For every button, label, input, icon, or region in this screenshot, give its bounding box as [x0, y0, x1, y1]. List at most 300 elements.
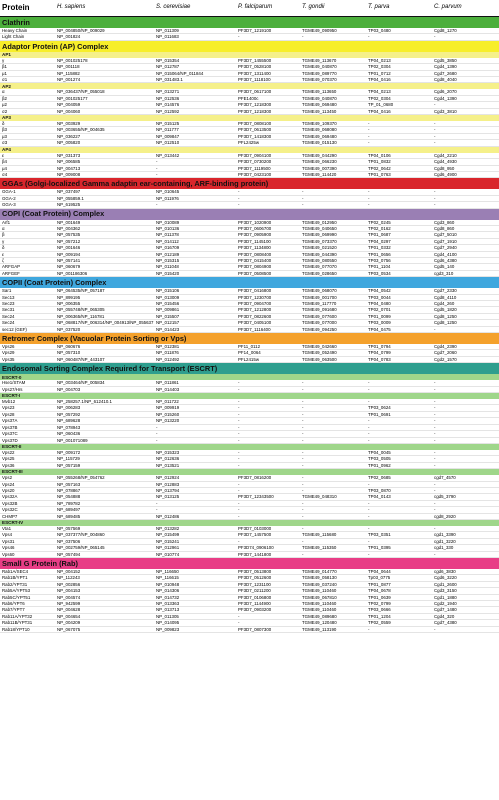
- cell-h-sapiens: NP_001118: [55, 64, 154, 70]
- cell-c-parvum: -: [432, 102, 499, 108]
- cell-t-parva: TP01_0962: [366, 462, 432, 468]
- cell-protein: Sec24: [0, 313, 55, 319]
- subsection-title: ESCRT-III: [0, 469, 499, 476]
- cell-c-parvum: Cgd8_4040: [432, 77, 499, 83]
- cell-c-parvum: Cgd7_4380: [432, 620, 499, 626]
- cell-protein: Vta1: [0, 526, 55, 532]
- cell-p-falciparum: PF3D7_0528100: [236, 64, 300, 70]
- cell-protein: σ1: [0, 77, 55, 83]
- cell-h-sapiens: NP_006585: [55, 159, 154, 165]
- cell-c-parvum: -: [432, 195, 499, 201]
- cell-t-parva: TP04_0213: [366, 89, 432, 95]
- cell-s-cerevisiae: NP_012189: [154, 251, 236, 257]
- cell-p-falciparum: -: [236, 437, 300, 443]
- cell-p-falciparum: -: [236, 620, 300, 626]
- cell-s-cerevisiae: NP_010645: [154, 189, 236, 195]
- cell-h-sapiens: NP_004654: [55, 613, 154, 619]
- cell-h-sapiens: NP_057535: [55, 232, 154, 238]
- cell-h-sapiens: NP_789782: [55, 500, 154, 506]
- cell-s-cerevisiae: NP_014112: [154, 238, 236, 244]
- cell-c-parvum: -: [432, 399, 499, 405]
- cell-s-cerevisiae: NP_011378: [154, 232, 236, 238]
- cell-t-gondii: -: [300, 513, 366, 519]
- cell-s-cerevisiae: NP_012492: [154, 356, 236, 362]
- cell-protein: Arf1: [0, 220, 55, 226]
- cell-h-sapiens: NP_057310: [55, 350, 154, 356]
- cell-t-parva: -: [366, 202, 432, 208]
- cell-p-falciparum: PF3D7_1230700: [236, 294, 300, 300]
- cell-c-parvum: Cgd2_1940: [432, 601, 499, 607]
- cell-t-gondii: TGME49_012950: [300, 220, 366, 226]
- cell-h-sapiens: NP_001649: [55, 220, 154, 226]
- cell-c-parvum: -: [432, 411, 499, 417]
- cell-c-parvum: -: [432, 326, 499, 332]
- cell-protein: γ: [0, 58, 55, 64]
- cell-c-parvum: Cgd3_3150: [432, 588, 499, 594]
- cell-h-sapiens: NP_001186306: [55, 270, 154, 276]
- cell-h-sapiens: NP_057569: [55, 526, 154, 532]
- cell-s-cerevisiae: NP_010089: [154, 220, 236, 226]
- cell-t-parva: TP02_0304: [366, 64, 432, 70]
- cell-c-parvum: -: [432, 551, 499, 557]
- cell-h-sapiens: NP_057163: [55, 481, 154, 487]
- cell-t-parva: TP01_0099: [366, 313, 432, 319]
- cell-t-gondii: -: [300, 380, 366, 386]
- cell-t-parva: TP02_0559: [366, 620, 432, 626]
- cell-t-gondii: TGME49_068070: [300, 288, 366, 294]
- cell-c-parvum: -: [432, 405, 499, 411]
- cell-h-sapiens: NP_037506: [55, 538, 154, 544]
- cell-s-cerevisiae: NP_012592: [154, 108, 236, 114]
- section-title: GGAs (Golgi-localized Gamma adaptin ear-containing, ARF-binding protein): [0, 178, 499, 190]
- cell-t-gondii: TGME49_094250: [300, 326, 366, 332]
- cell-h-sapiens: NP_004713: [55, 165, 154, 171]
- cell-t-parva: -: [366, 140, 432, 146]
- cell-t-parva: TP_01_0680: [366, 102, 432, 108]
- cell-s-cerevisiae: NP_014095: [154, 620, 236, 626]
- cell-h-sapiens: NP_057141: [55, 257, 154, 263]
- cell-t-gondii: -: [300, 475, 366, 481]
- header-c-parvum: C. parvum: [432, 0, 499, 17]
- cell-h-sapiens: NP_004153: [55, 588, 154, 594]
- cell-protein: ε: [0, 153, 55, 159]
- cell-s-cerevisiae: NP_013009: [154, 294, 236, 300]
- cell-c-parvum: -: [432, 140, 499, 146]
- cell-t-gondii: TGME49_048310: [300, 494, 366, 500]
- cell-t-gondii: -: [300, 526, 366, 532]
- cell-s-cerevisiae: -: [154, 202, 236, 208]
- cell-protein: Vps20: [0, 487, 55, 493]
- cell-s-cerevisiae: NP_116615: [154, 575, 236, 581]
- cell-p-falciparum: PF3D7_0905900: [236, 232, 300, 238]
- section-title: Clathrin: [0, 17, 499, 29]
- cell-h-sapiens: NP_036227: [55, 133, 154, 139]
- cell-s-cerevisiae: NP_012157: [154, 320, 236, 326]
- cell-c-parvum: -: [432, 34, 499, 40]
- cell-s-cerevisiae: NP_012636: [154, 456, 236, 462]
- cell-protein: α: [0, 225, 55, 231]
- cell-t-gondii: TGME49_015130: [300, 140, 366, 146]
- subsection-title: ESCRT-0: [0, 374, 499, 380]
- cell-s-cerevisiae: NP_031483.1: [154, 77, 236, 83]
- cell-s-cerevisiae: NP_009823: [154, 626, 236, 632]
- cell-h-sapiens: NP_004703: [55, 386, 154, 392]
- cell-s-cerevisiae: NP_014423: [154, 326, 236, 332]
- cell-protein: Vps37A: [0, 418, 55, 424]
- cell-protein: Vps2: [0, 475, 55, 481]
- cell-h-sapiens: NP_001025177: [55, 95, 154, 101]
- cell-p-falciparum: -: [236, 386, 300, 392]
- cell-protein: Rab18/YPT10: [0, 626, 55, 632]
- cell-p-falciparum: PF3D7_0816200: [236, 475, 300, 481]
- cell-protein: Vps29: [0, 350, 55, 356]
- cell-c-parvum: -: [432, 127, 499, 133]
- cell-s-cerevisiae: NP_116650: [154, 569, 236, 575]
- cell-p-falciparum: PF3D7_0211200: [236, 588, 300, 594]
- cell-t-gondii: TGME49_110460: [300, 607, 366, 613]
- cell-protein: Sec31: [0, 307, 55, 313]
- cell-s-cerevisiae: NP_012381: [154, 344, 236, 350]
- cell-t-gondii: TGME49_044290: [300, 153, 366, 159]
- cell-protein: Sec23: [0, 301, 55, 307]
- cell-t-parva: TP04_0542: [366, 288, 432, 294]
- cell-protein: Rab11A/YPT32: [0, 613, 55, 619]
- cell-protein: γ: [0, 238, 55, 244]
- cell-h-sapiens: NP_004628: [55, 607, 154, 613]
- cell-protein: Vps26: [0, 344, 55, 350]
- cell-s-cerevisiae: NP_012536: [154, 95, 236, 101]
- cell-t-gondii: -: [300, 481, 366, 487]
- cell-h-sapiens: NP_057159: [55, 462, 154, 468]
- cell-t-parva: TP04_0297: [366, 238, 432, 244]
- cell-p-falciparum: -: [236, 34, 300, 40]
- cell-t-parva: TP03_0756: [366, 257, 432, 263]
- cell-h-sapiens: NP_009194: [55, 251, 154, 257]
- cell-t-parva: TP04_0678: [366, 588, 432, 594]
- cell-t-parva: TP04_0480: [366, 301, 432, 307]
- cell-t-gondii: TGME49_115680: [300, 532, 366, 538]
- cell-c-parvum: Cgd7_1480: [432, 607, 499, 613]
- cell-s-cerevisiae: NP_013125: [154, 494, 236, 500]
- cell-s-cerevisiae: NP_015241: [154, 538, 236, 544]
- header-protein: Protein: [0, 0, 55, 17]
- cell-c-parvum: -: [432, 386, 499, 392]
- cell-c-parvum: Cgd6_3220: [432, 575, 499, 581]
- cell-protein: Mvb12: [0, 399, 55, 405]
- cell-p-falciparum: PFL2415w: [236, 356, 300, 362]
- cell-t-gondii: -: [300, 456, 366, 462]
- cell-t-parva: -: [366, 418, 432, 424]
- cell-p-falciparum: PF3D7_0808100: [236, 121, 300, 127]
- cell-protein: Heavy Chain: [0, 28, 55, 34]
- cell-s-cerevisiae: -: [154, 424, 236, 430]
- section-title: Adaptor Protein (AP) Complex: [0, 40, 499, 52]
- cell-h-sapiens: NP_004060: [55, 108, 154, 114]
- cell-t-parva: -: [366, 424, 432, 430]
- cell-p-falciparum: PF3D7_0808400: [236, 251, 300, 257]
- cell-p-falciparum: -: [236, 487, 300, 493]
- cell-t-parva: TP01_1204: [366, 613, 432, 619]
- cell-h-sapiens: NP_004209: [55, 620, 154, 626]
- cell-h-sapiens: NP_689485: [55, 513, 154, 519]
- subsection-title: AP1: [0, 52, 499, 58]
- cell-t-parva: TP01_0832: [366, 159, 432, 165]
- cell-t-gondii: TGME49_014770: [300, 569, 366, 575]
- cell-c-parvum: cgd6_3830: [432, 569, 499, 575]
- cell-t-gondii: TGME49_090950: [300, 28, 366, 34]
- cell-p-falciparum: PF3D7_1219100: [236, 28, 300, 34]
- cell-h-sapiens: NP_055268/NP_054762: [55, 475, 154, 481]
- cell-p-falciparum: PF3D7_1311400: [236, 70, 300, 76]
- cell-h-sapiens: NP_003929: [55, 121, 154, 127]
- cell-h-sapiens: NP_003464/NP_005834: [55, 380, 154, 386]
- cell-s-cerevisiae: NP_013271: [154, 89, 236, 95]
- cell-t-parva: TP04_0213: [366, 58, 432, 64]
- cell-t-parva: TP04_0143: [366, 494, 432, 500]
- cell-t-parva: TP01_0877: [366, 581, 432, 587]
- cell-s-cerevisiae: NP_014306: [154, 588, 236, 594]
- cell-t-parva: TP01_1104: [366, 264, 432, 270]
- cell-t-gondii: TGME49_073370: [300, 238, 366, 244]
- cell-protein: α: [0, 89, 55, 95]
- cell-p-falciparum: PF3D7_0903200: [236, 607, 300, 613]
- cell-c-parvum: Cgd4_320: [432, 613, 499, 619]
- cell-h-sapiens: NP_689497: [55, 507, 154, 513]
- cell-protein: Vps4: [0, 532, 55, 538]
- cell-t-gondii: -: [300, 538, 366, 544]
- cell-t-gondii: -: [300, 424, 366, 430]
- cell-c-parvum: Cgd7_2680: [432, 70, 499, 76]
- cell-s-cerevisiae: NP_015064/NP_011844: [154, 70, 236, 76]
- cell-t-gondii: -: [300, 418, 366, 424]
- cell-p-falciparum: PF3D7_1218300: [236, 108, 300, 114]
- cell-c-parvum: Cgd4_2210: [432, 153, 499, 159]
- cell-protein: σ3: [0, 140, 55, 146]
- cell-t-parva: TP01_0656: [366, 251, 432, 257]
- cell-t-parva: -: [366, 195, 432, 201]
- cell-h-sapiens: NP_002856: [55, 581, 154, 587]
- cell-p-falciparum: -: [236, 481, 300, 487]
- cell-c-parvum: cgd8_2920: [432, 513, 499, 519]
- subsection-title: AP3: [0, 115, 499, 122]
- cell-t-parva: TP02_0642: [366, 165, 432, 171]
- cell-p-falciparum: -: [236, 431, 300, 437]
- cell-h-sapiens: NP_001274: [55, 77, 154, 83]
- cell-p-falciparum: PF3D7_0804900: [236, 264, 300, 270]
- cell-c-parvum: Cgd7_5010: [432, 232, 499, 238]
- cell-c-parvum: cgd1_3390: [432, 532, 499, 538]
- cell-p-falciparum: PF3D7_1457500: [236, 532, 300, 538]
- cell-s-cerevisiae: -: [154, 437, 236, 443]
- cell-h-sapiens: NP_006283: [55, 405, 154, 411]
- cell-h-sapiens: NP_054888: [55, 494, 154, 500]
- cell-p-falciparum: -: [236, 195, 300, 201]
- cell-t-parva: TP01_0794: [366, 344, 432, 350]
- cell-p-falciparum: -: [236, 399, 300, 405]
- cell-c-parvum: -: [432, 456, 499, 462]
- cell-h-sapiens: NP_258257.1/NP_612410.1: [55, 399, 154, 405]
- cell-h-sapiens: NP_006355: [55, 301, 154, 307]
- cell-c-parvum: Cgd8_1250: [432, 313, 499, 319]
- cell-p-falciparum: PF3D7_0904700: [236, 301, 300, 307]
- cell-t-gondii: TGME49_115350: [300, 545, 366, 551]
- cell-t-parva: TP04_0045: [366, 450, 432, 456]
- cell-p-falciparum: PFL2425w: [236, 140, 300, 146]
- cell-p-falciparum: -: [236, 424, 300, 430]
- cell-t-gondii: TGME49_091680: [300, 307, 366, 313]
- cell-p-falciparum: PF3D7_0106800: [236, 594, 300, 600]
- header-t-parva: T. parva: [366, 0, 432, 17]
- cell-s-cerevisiae: NP_013713: [154, 607, 236, 613]
- cell-h-sapiens: NP_036437/NP_055018: [55, 89, 154, 95]
- cell-h-sapiens: NP_060679: [55, 264, 154, 270]
- cell-protein: μ2: [0, 102, 55, 108]
- cell-s-cerevisiae: NP_013220: [154, 418, 236, 424]
- cell-p-falciparum: PF3D7_1134800: [236, 245, 300, 251]
- cell-c-parvum: -: [432, 380, 499, 386]
- cell-protein: μ1: [0, 70, 55, 76]
- cell-h-sapiens: NP_057494: [55, 551, 154, 557]
- cell-s-cerevisiae: NP_013363: [154, 601, 236, 607]
- cell-p-falciparum: -: [236, 456, 300, 462]
- cell-c-parvum: Cgd4_4100: [432, 251, 499, 257]
- cell-t-gondii: TGME49_110460: [300, 588, 366, 594]
- cell-t-gondii: TGME49_040870: [300, 95, 366, 101]
- cell-c-parvum: cgd3_310: [432, 270, 499, 276]
- cell-t-gondii: TGME49_037240: [300, 581, 366, 587]
- cell-t-parva: TP01_0712: [366, 70, 432, 76]
- cell-p-falciparum: PF3D7_1441800: [236, 551, 300, 557]
- cell-p-falciparum: -: [236, 418, 300, 424]
- cell-h-sapiens: NP_112243: [55, 575, 154, 581]
- cell-t-gondii: TGME49_070370: [300, 77, 366, 83]
- section-header: [0, 178, 499, 190]
- cell-t-gondii: TGME49_040650: [300, 225, 366, 231]
- cell-p-falciparum: PF3D7_0512600: [236, 575, 300, 581]
- cell-t-parva: -: [366, 551, 432, 557]
- cell-s-cerevisiae: NP_012961: [154, 545, 236, 551]
- cell-h-sapiens: NP_060487/NP_443107: [55, 356, 154, 362]
- cell-s-cerevisiae: NP_012486: [154, 513, 236, 519]
- cell-p-falciparum: PF3D7_0606700: [236, 225, 300, 231]
- cell-h-sapiens: NP_115729: [55, 456, 154, 462]
- cell-h-sapiens: NP_055859.1: [55, 195, 154, 201]
- cell-t-gondii: -: [300, 189, 366, 195]
- cell-t-gondii: TGME49_077070: [300, 264, 366, 270]
- cell-p-falciparum: PF3D7_0103000: [236, 526, 300, 532]
- cell-t-gondii: TGME49_040870: [300, 64, 366, 70]
- cell-protein: β: [0, 232, 55, 238]
- cell-c-parvum: -: [432, 418, 499, 424]
- cell-t-gondii: -: [300, 399, 366, 405]
- cell-s-cerevisiae: NP_013521: [154, 462, 236, 468]
- cell-h-sapiens: NP_057292: [55, 411, 154, 417]
- cell-t-gondii: TGME49_109370: [300, 121, 366, 127]
- cell-t-parva: -: [366, 133, 432, 139]
- cell-s-cerevisiae: NP_012510: [154, 140, 236, 146]
- cell-c-parvum: -: [432, 500, 499, 506]
- cell-p-falciparum: PF3D7_0904100: [236, 153, 300, 159]
- cell-protein: GGA-2: [0, 195, 55, 201]
- cell-t-parva: TP01_0395: [366, 545, 432, 551]
- cell-s-cerevisiae: -: [154, 500, 236, 506]
- header-h-sapiens: H. sapiens: [55, 0, 154, 17]
- cell-protein: σ2: [0, 108, 55, 114]
- cell-c-parvum: Cgd3_3810: [432, 108, 499, 114]
- cell-t-gondii: TGME49_067810: [300, 594, 366, 600]
- cell-s-cerevisiae: NP_011309: [154, 28, 236, 34]
- cell-s-cerevisiae: NP_010948: [154, 581, 236, 587]
- cell-h-sapiens: NP_009008: [55, 171, 154, 177]
- cell-p-falciparum: -: [236, 462, 300, 468]
- cell-s-cerevisiae: NP_013442: [154, 153, 236, 159]
- cell-c-parvum: -: [432, 133, 499, 139]
- cell-p-falciparum: -: [236, 189, 300, 195]
- cell-t-parva: -: [366, 127, 432, 133]
- cell-c-parvum: Cgd8_4110: [432, 294, 499, 300]
- cell-t-parva: TP03_0534: [366, 270, 432, 276]
- cell-c-parvum: Cgd7_1910: [432, 238, 499, 244]
- cell-t-gondii: TGME49_052490: [300, 350, 366, 356]
- cell-t-parva: TP03_0009: [366, 320, 432, 326]
- section-title: Endosomal Sorting Complex Required for Transport (ESCRT): [0, 363, 499, 375]
- cell-p-falciparum: -: [236, 507, 300, 513]
- cell-p-falciparum: PF11_0112: [236, 344, 300, 350]
- cell-t-parva: -: [366, 626, 432, 632]
- cell-t-parva: TP01_0687: [366, 232, 432, 238]
- cell-p-falciparum: -: [236, 202, 300, 208]
- cell-t-parva: TP02_0799: [366, 601, 432, 607]
- cell-p-falciparum: PF3D7_1455500: [236, 58, 300, 64]
- cell-s-cerevisiae: NP_011722: [154, 399, 236, 405]
- cell-h-sapiens: NP_115882: [55, 70, 154, 76]
- cell-c-parvum: -: [432, 481, 499, 487]
- cell-t-gondii: TGME49_068080: [300, 127, 366, 133]
- cell-t-gondii: TGME49_042660: [300, 344, 366, 350]
- cell-s-cerevisiae: NP_011976: [154, 195, 236, 201]
- cell-s-cerevisiae: NP_012883: [154, 481, 236, 487]
- cell-t-gondii: -: [300, 411, 366, 417]
- cell-t-gondii: TGME49_089680: [300, 613, 366, 619]
- cell-s-cerevisiae: NP_011305: [154, 613, 236, 619]
- cell-t-gondii: -: [300, 551, 366, 557]
- cell-protein: Light Chain: [0, 34, 55, 40]
- cell-h-sapiens: NP_078943: [55, 424, 154, 430]
- cell-protein: GGA-1: [0, 189, 55, 195]
- cell-t-parva: TP03_0624: [366, 405, 432, 411]
- cell-c-parvum: Cgd1_2600: [432, 581, 499, 587]
- cell-p-falciparum: PF3D7_0405100: [236, 320, 300, 326]
- cell-t-parva: TP03_0480: [366, 28, 432, 34]
- cell-t-parva: -: [366, 526, 432, 532]
- cell-protein: CHMP7: [0, 513, 55, 519]
- cell-s-cerevisiae: NP_010136: [154, 225, 236, 231]
- cell-h-sapiens: NP_068817/NP_006314/NP_004913/NP_055637: [57, 320, 154, 326]
- cell-t-parva: -: [366, 481, 432, 487]
- cell-h-sapiens: NP_004850/NP_009029: [55, 28, 154, 34]
- cell-p-falciparum: PF3D7_0613500: [236, 127, 300, 133]
- cell-protein: Vps23: [0, 405, 55, 411]
- cell-t-parva: TP03_0870: [366, 487, 432, 493]
- cell-p-falciparum: PF3D74_0906100: [236, 545, 300, 551]
- cell-h-sapiens: NP_064535/NP_057187: [55, 288, 154, 294]
- cell-h-sapiens: NP_055748/NP_065305: [55, 307, 154, 313]
- cell-protein: Rab1B/YPT1: [0, 575, 55, 581]
- cell-t-parva: -: [366, 189, 432, 195]
- cell-p-falciparum: PF3D7_12343500: [236, 494, 300, 500]
- cell-s-cerevisiae: -: [154, 507, 236, 513]
- cell-protein: Rab5C/YPT51: [0, 594, 55, 600]
